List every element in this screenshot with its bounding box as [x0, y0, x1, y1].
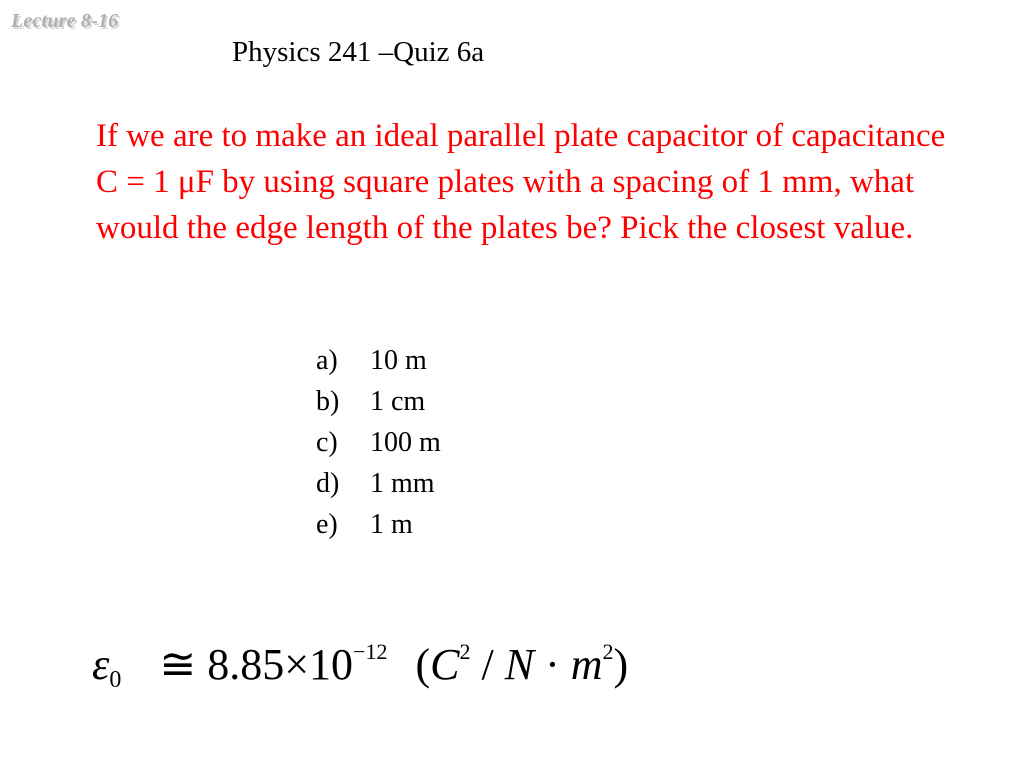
answer-option-c: [316, 422, 441, 463]
answer-text: 100 m: [370, 427, 441, 458]
answer-text: 10 m: [370, 345, 427, 376]
unit-coulomb: C: [430, 640, 460, 689]
divide-sign: /: [481, 640, 494, 689]
approx-equal-sign: ≅: [159, 640, 197, 689]
formula-close-paren: ): [613, 640, 629, 689]
answer-option-b: [316, 381, 441, 422]
epsilon-subscript: 0: [109, 667, 122, 693]
answer-option-a: [316, 340, 441, 381]
answer-list: [316, 340, 441, 545]
formula-open-paren: (: [415, 640, 431, 689]
answer-text: 1 mm: [370, 468, 435, 499]
answer-option-d: [316, 463, 441, 504]
multiply-dot: ·: [545, 640, 560, 689]
answer-letter: d): [316, 468, 340, 499]
answer-option-e: [316, 504, 441, 545]
epsilon-symbol: ε: [92, 640, 110, 689]
unit-meter: m: [570, 640, 603, 689]
formula-exponent: −12: [353, 639, 388, 664]
unit-newton: N: [504, 640, 535, 689]
answer-letter: a): [316, 345, 338, 376]
answer-letter: b): [316, 386, 340, 417]
slide-title: Physics 241 –Quiz 6a: [232, 36, 485, 68]
permittivity-formula: [92, 622, 628, 710]
answer-text: 1 cm: [370, 386, 426, 417]
answer-letter: c): [316, 427, 338, 458]
answer-letter: e): [316, 509, 338, 540]
lecture-tag: Lecture 8-16: [11, 10, 119, 32]
formula-mantissa: 8.85×10: [207, 640, 354, 689]
meter-power: 2: [602, 639, 614, 664]
coulomb-power: 2: [459, 639, 471, 664]
question-text: If we are to make an ideal parallel plate capacitor of capacitance C = 1 μF by using square plates with a spacing of 1 mm, what would the edge length of the plates be? Pick the closest value.: [96, 118, 946, 246]
answer-text: 1 m: [370, 509, 413, 540]
